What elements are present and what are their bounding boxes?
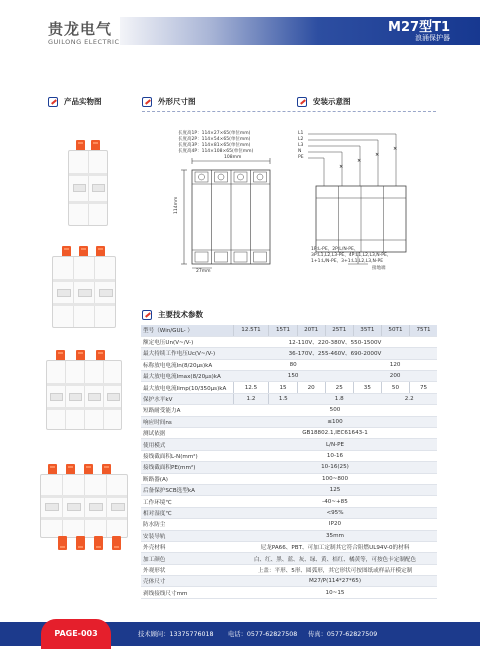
spec-row bbox=[141, 587, 437, 598]
page-number-badge: PAGE-003 bbox=[41, 619, 111, 649]
pole-width-label: 27mm bbox=[196, 269, 211, 274]
product-image-4p bbox=[36, 464, 132, 550]
spec-value: 12.5 bbox=[233, 382, 269, 393]
spec-value: L/N-PE bbox=[233, 439, 437, 450]
spec-label: 最大放电电流Imax(8/20μs)kA bbox=[141, 371, 233, 382]
model-column-header: 25T1 bbox=[325, 325, 353, 336]
spec-label: 最大持续工作电压Uc(V~/V-) bbox=[141, 348, 233, 359]
dim-note: 长度高2P：114×54×65(单位mm) bbox=[178, 137, 251, 142]
spec-row bbox=[141, 416, 437, 427]
spec-value: 120 bbox=[353, 359, 437, 370]
spec-row bbox=[141, 450, 437, 461]
spec-value: 10-16(25) bbox=[233, 462, 437, 473]
product-image-1p bbox=[58, 140, 118, 226]
spec-value: 35 bbox=[353, 382, 381, 393]
model-column-header: 20T1 bbox=[297, 325, 325, 336]
spec-value: ≤100 bbox=[233, 416, 437, 427]
spec-value: 尼龙PA66、PBT、可加工定制其它符合阻燃UL94V-0的材料 bbox=[233, 541, 437, 552]
spec-table bbox=[141, 325, 437, 599]
spec-row bbox=[141, 541, 437, 552]
width-label: 108mm bbox=[224, 155, 242, 160]
fax-label: 传真： bbox=[308, 631, 327, 638]
spec-row bbox=[141, 553, 437, 564]
spec-value: 150 bbox=[233, 371, 353, 382]
spec-label: 接线截面积PE(mm²) bbox=[141, 462, 233, 473]
spec-value: 50 bbox=[381, 382, 409, 393]
model-column-header: 75T1 bbox=[410, 325, 437, 336]
consultant-label: 技术顾问： bbox=[138, 631, 170, 638]
spec-label: 外观形状 bbox=[141, 564, 233, 575]
spec-header-label: 型号（Win/GUL- ） bbox=[141, 325, 233, 336]
fax-contact bbox=[308, 629, 377, 638]
spec-row bbox=[141, 393, 437, 404]
spec-row bbox=[141, 382, 437, 393]
section-install bbox=[297, 96, 351, 107]
spec-value: 白、红、黑、蓝、灰、绿、黄、桔红、橘黄等，可按色卡定制配色 bbox=[233, 553, 437, 564]
spec-label: 防水防尘 bbox=[141, 519, 233, 530]
spec-label: 测试依据 bbox=[141, 428, 233, 439]
spec-label: 加工颜色 bbox=[141, 553, 233, 564]
spec-label: 使用模式 bbox=[141, 439, 233, 450]
spec-value: IP20 bbox=[233, 519, 437, 530]
spec-label: 断路器(A) bbox=[141, 473, 233, 484]
logo-text: 贵龙电气 bbox=[48, 20, 113, 38]
logo-subtext: GUILONG ELECTRIC bbox=[48, 38, 120, 46]
spec-header-row bbox=[141, 325, 437, 336]
spec-row bbox=[141, 530, 437, 541]
dim-note: 长度高1P：114×27×65(单位mm) bbox=[178, 131, 251, 136]
spec-value: 2.2 bbox=[381, 393, 437, 404]
height-label: 114mm bbox=[174, 196, 179, 214]
spec-label: 额定电压Un(V~/V-) bbox=[141, 336, 233, 347]
line-label: N bbox=[298, 149, 302, 154]
spec-label: 后备保护SCB选型kA bbox=[141, 484, 233, 495]
model-column-header: 35T1 bbox=[353, 325, 381, 336]
section-title: 主要技术参数 bbox=[158, 310, 203, 319]
section-title: 产品实物图 bbox=[64, 97, 102, 106]
model-column-header: 12.5T1 bbox=[233, 325, 269, 336]
pencil-icon bbox=[48, 97, 58, 107]
svg-text:×: × bbox=[357, 158, 362, 164]
spec-value: 80 bbox=[233, 359, 353, 370]
line-label: L1 bbox=[298, 131, 304, 136]
spec-value: 1.8 bbox=[297, 393, 381, 404]
spec-value: -40~+85 bbox=[233, 496, 437, 507]
svg-text:×: × bbox=[393, 146, 398, 152]
pencil-icon bbox=[142, 310, 152, 320]
spec-label: 保护水平kV bbox=[141, 393, 233, 404]
spec-row bbox=[141, 519, 437, 530]
spec-value: 1.5 bbox=[269, 393, 297, 404]
spec-value: GB18802.1,IEC61643-1 bbox=[233, 428, 437, 439]
section-title: 安装示意图 bbox=[313, 97, 351, 106]
spec-value: 12-110V、220-380V、550-1500V bbox=[233, 336, 437, 347]
svg-text:×: × bbox=[339, 164, 344, 170]
consultant-contact bbox=[138, 629, 214, 638]
spec-row bbox=[141, 348, 437, 359]
spec-row bbox=[141, 439, 437, 450]
divider bbox=[142, 111, 436, 112]
spec-value: 20 bbox=[297, 382, 325, 393]
consultant-value: 13375776018 bbox=[169, 631, 214, 638]
dim-note: 长度高4P：114×108×65(单位mm) bbox=[178, 149, 254, 154]
spec-row bbox=[141, 507, 437, 518]
line-label: L3 bbox=[298, 143, 304, 148]
section-title: 外形尺寸图 bbox=[158, 97, 196, 106]
spec-value: 75 bbox=[410, 382, 437, 393]
install-note: 1P:L-PE、2P:L/N-PE、 bbox=[311, 247, 359, 252]
model-column-header: 15T1 bbox=[269, 325, 297, 336]
spec-label: 剥线接线尺寸mm bbox=[141, 587, 233, 598]
product-image-2p bbox=[48, 246, 122, 328]
spec-label: 外壳材料 bbox=[141, 541, 233, 552]
spec-value: 上盖：平形、5形、圆弧形，其它形状可按图纸或样品开模定制 bbox=[233, 564, 437, 575]
install-note: 3P:L1,L2,L3-PE、4P:L1,L2,L3,N-PE、 bbox=[311, 253, 392, 258]
spec-value: 15 bbox=[269, 382, 297, 393]
spec-value: 100~800 bbox=[233, 473, 437, 484]
product-type: 浪涌保护器 bbox=[415, 34, 450, 42]
pencil-icon bbox=[297, 97, 307, 107]
svg-text:×: × bbox=[375, 152, 380, 158]
section-specs bbox=[142, 309, 203, 320]
spec-value: <95% bbox=[233, 507, 437, 518]
spec-label: 响应时间ns bbox=[141, 416, 233, 427]
spec-label: 标称放电电流In(8/20μs)kA bbox=[141, 359, 233, 370]
spec-value: 35mm bbox=[233, 530, 437, 541]
line-label: L2 bbox=[298, 137, 304, 142]
spec-label: 相对湿度℃ bbox=[141, 507, 233, 518]
section-dimensions bbox=[142, 96, 196, 107]
spec-label: 最大放电电流Iimp(10/350μs)kA bbox=[141, 382, 233, 393]
ground-label: 接地端 bbox=[372, 266, 386, 271]
dimension-lines bbox=[150, 118, 302, 276]
model-column-header: 50T1 bbox=[381, 325, 409, 336]
phone-contact bbox=[228, 629, 297, 638]
spec-row bbox=[141, 371, 437, 382]
pencil-icon bbox=[142, 97, 152, 107]
spec-row bbox=[141, 473, 437, 484]
spec-label: 壳体尺寸 bbox=[141, 576, 233, 587]
dimension-drawing bbox=[150, 118, 302, 276]
installation-diagram bbox=[298, 118, 416, 276]
spec-value: 200 bbox=[353, 371, 437, 382]
phone-value: 0577-62827508 bbox=[246, 631, 298, 638]
spec-row bbox=[141, 484, 437, 495]
line-label: PE bbox=[298, 155, 304, 160]
spec-label: 工作环境℃ bbox=[141, 496, 233, 507]
spec-label: 安装导轨 bbox=[141, 530, 233, 541]
spec-row bbox=[141, 405, 437, 416]
spec-value: M27/P(114*27*65) bbox=[233, 576, 437, 587]
page-header bbox=[0, 0, 480, 48]
spec-row bbox=[141, 576, 437, 587]
spec-value: 25 bbox=[325, 382, 353, 393]
section-product-photo bbox=[48, 96, 102, 107]
product-image-3p bbox=[42, 350, 128, 430]
fax-value: 0577-62827509 bbox=[326, 631, 378, 638]
spec-row bbox=[141, 359, 437, 370]
install-note: 1+1:L/N-PE、3+1:L1,L2,L3,N-PE bbox=[311, 259, 384, 264]
spec-value: 10~15 bbox=[233, 587, 437, 598]
spec-row bbox=[141, 564, 437, 575]
spec-value: 36-170V、255-460V、690-2000V bbox=[233, 348, 437, 359]
spec-value: 500 bbox=[233, 405, 437, 416]
product-model: M27型T1 bbox=[388, 20, 450, 35]
spec-label: 短路耐受能力A bbox=[141, 405, 233, 416]
spec-row bbox=[141, 428, 437, 439]
spec-row bbox=[141, 336, 437, 347]
spec-value: 1.2 bbox=[233, 393, 269, 404]
spec-value: 125 bbox=[233, 484, 437, 495]
page-footer bbox=[0, 619, 480, 656]
dim-note: 长度高3P：114×81×65(单位mm) bbox=[178, 143, 251, 148]
phone-label: 电话： bbox=[228, 631, 247, 638]
spec-row bbox=[141, 462, 437, 473]
spec-label: 接线截面积L-N(mm²) bbox=[141, 450, 233, 461]
spec-value: 10-16 bbox=[233, 450, 437, 461]
spec-row bbox=[141, 496, 437, 507]
